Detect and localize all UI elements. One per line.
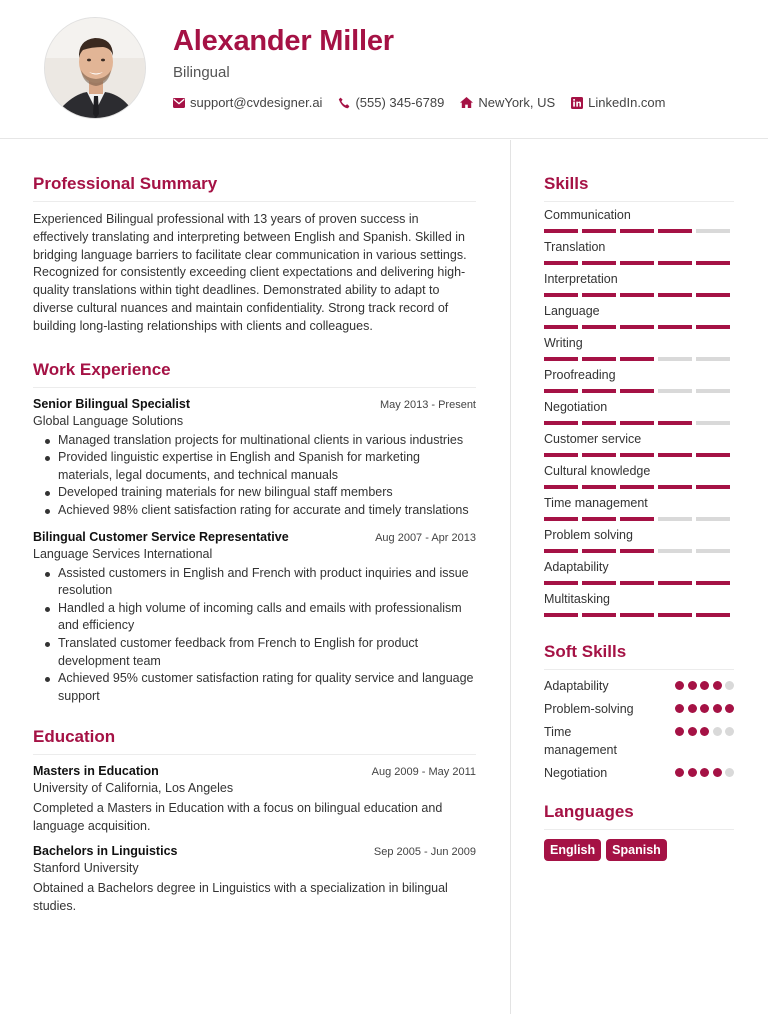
education-degree: Masters in Education: [33, 764, 159, 779]
skill-level-segment: [544, 549, 578, 553]
soft-skill-item: [544, 700, 734, 718]
rating-dot: [675, 768, 684, 777]
education-list: [33, 764, 476, 915]
skill-level-segment: [696, 549, 730, 553]
skill-item: [544, 464, 734, 496]
contact-linkedin-text: LinkedIn.com: [588, 95, 666, 110]
skill-level-segment: [696, 229, 730, 233]
job-date: May 2013 - Present: [380, 398, 476, 411]
rating-dot: [713, 727, 722, 736]
rating-dot: [700, 681, 709, 690]
skill-level-segment: [544, 357, 578, 361]
skill-level-segment: [658, 421, 692, 425]
skill-name: Interpretation: [544, 272, 618, 286]
skill-level-segment: [582, 389, 616, 393]
job-title: Senior Bilingual Specialist: [33, 396, 190, 411]
education-header: [33, 844, 476, 858]
contact-email[interactable]: [173, 95, 322, 110]
skill-level-bar: [544, 421, 734, 425]
soft-skill-item: [544, 764, 734, 782]
envelope-icon: [173, 98, 185, 108]
rating-dot: [675, 704, 684, 713]
skill-item: [544, 560, 734, 592]
soft-skills-list: [544, 677, 734, 782]
profile-photo: [44, 17, 146, 119]
skill-name: Customer service: [544, 432, 642, 446]
experience-section: [33, 360, 476, 706]
skill-item: [544, 336, 734, 368]
rating-dot: [725, 704, 734, 713]
skill-level-segment: [582, 485, 616, 489]
skill-level-segment: [582, 261, 616, 265]
job-bullet: Achieved 98% client satisfaction rating for accurate and timely translations: [33, 502, 476, 520]
rating-dot: [688, 727, 697, 736]
rating-dot: [688, 768, 697, 777]
soft-skill-item: [544, 677, 734, 695]
job-company: Language Services International: [33, 546, 213, 561]
skill-level-segment: [582, 357, 616, 361]
skill-level-segment: [620, 581, 654, 585]
skill-level-segment: [544, 421, 578, 425]
skill-item: [544, 272, 734, 304]
education-school: University of California, Los Angeles: [33, 781, 234, 796]
skill-level-segment: [620, 357, 654, 361]
skill-name: Problem solving: [544, 528, 633, 542]
rating-dot: [700, 727, 709, 736]
home-icon: [460, 97, 473, 108]
skill-level-bar: [544, 229, 734, 233]
skill-level-segment: [544, 581, 578, 585]
skill-level-segment: [582, 453, 616, 457]
skill-level-segment: [658, 613, 692, 617]
soft-skill-rating: [672, 700, 735, 713]
skill-level-segment: [582, 613, 616, 617]
skill-level-segment: [620, 293, 654, 297]
skill-level-bar: [544, 325, 734, 329]
contact-phone-text: (555) 345-6789: [355, 95, 445, 110]
job-bullets: [33, 565, 476, 706]
skill-name: Cultural knowledge: [544, 464, 651, 478]
language-tags: [544, 839, 734, 861]
skill-level-segment: [620, 453, 654, 457]
education-entry: [33, 764, 476, 835]
job-title: Bilingual Customer Service Representative: [33, 529, 289, 544]
skill-name: Writing: [544, 336, 583, 350]
skill-level-segment: [620, 517, 654, 521]
column-divider: [510, 140, 511, 1014]
skills-section: [544, 174, 734, 624]
contact-linkedin[interactable]: [571, 95, 665, 110]
summary-text: Experienced Bilingual professional with 13 years of proven success in effectively translating and interpreting between English and Spanish. Skilled in bridging language barriers to facilitate clear communication in various settings. Recognized for consistently exceeding client expectations and delivering high-quality translations within tight deadlines. Demonstrated ability to adapt to diverse cultural nuances and maintain confidentiality. Strong track record of building long-lasting relationships with clients and colleagues.: [33, 212, 467, 333]
soft-skill-rating: [672, 723, 735, 736]
soft-skill-item: [544, 723, 734, 759]
soft-skills-section: [544, 642, 734, 782]
skill-level-segment: [658, 517, 692, 521]
education-section: [33, 727, 476, 915]
skill-level-segment: [658, 453, 692, 457]
skill-level-segment: [620, 325, 654, 329]
skill-level-bar: [544, 613, 734, 617]
experience-heading: Work Experience: [33, 360, 476, 388]
skill-level-segment: [544, 517, 578, 521]
skill-name: Communication: [544, 208, 631, 222]
job-company: Global Language Solutions: [33, 413, 184, 428]
skill-level-segment: [544, 613, 578, 617]
job-header: [33, 530, 476, 544]
skill-level-segment: [696, 261, 730, 265]
main-column: [33, 174, 476, 916]
job-bullet: Managed translation projects for multinational clients in various industries: [33, 432, 476, 450]
skill-item: [544, 208, 734, 240]
skill-level-segment: [544, 261, 578, 265]
skill-level-bar: [544, 261, 734, 265]
summary-section: [33, 174, 476, 336]
skill-name: Time management: [544, 496, 648, 510]
skill-level-segment: [582, 229, 616, 233]
rating-dot: [725, 727, 734, 736]
skill-level-bar: [544, 357, 734, 361]
skills-heading: Skills: [544, 174, 734, 202]
skill-level-segment: [696, 453, 730, 457]
skill-level-segment: [696, 517, 730, 521]
education-entry: [33, 844, 476, 915]
skill-name: Negotiation: [544, 400, 608, 414]
education-header: [33, 764, 476, 778]
skill-level-bar: [544, 293, 734, 297]
skill-level-segment: [696, 325, 730, 329]
skill-item: [544, 304, 734, 336]
summary-heading: Professional Summary: [33, 174, 476, 202]
skill-name: Language: [544, 304, 600, 318]
skill-level-segment: [658, 549, 692, 553]
skill-level-segment: [696, 485, 730, 489]
education-description: Obtained a Bachelors degree in Linguistics with a specialization in bilingual studies.: [33, 881, 448, 914]
skill-level-segment: [620, 549, 654, 553]
rating-dot: [713, 681, 722, 690]
skill-level-segment: [582, 581, 616, 585]
soft-skill-name: Adaptability: [544, 679, 609, 693]
job-header: [33, 397, 476, 411]
skill-level-segment: [582, 293, 616, 297]
linkedin-icon: [571, 97, 583, 109]
skill-level-segment: [696, 613, 730, 617]
education-degree: Bachelors in Linguistics: [33, 844, 178, 859]
skill-level-segment: [544, 485, 578, 489]
skill-level-bar: [544, 581, 734, 585]
soft-skills-heading: Soft Skills: [544, 642, 734, 670]
skill-name: Translation: [544, 240, 606, 254]
skill-level-segment: [620, 389, 654, 393]
contact-location: [460, 95, 555, 110]
rating-dot: [675, 681, 684, 690]
rating-dot: [675, 727, 684, 736]
language-tag: Spanish: [606, 839, 667, 861]
skill-level-segment: [620, 613, 654, 617]
rating-dot: [688, 681, 697, 690]
resume-header: [0, 0, 768, 139]
skill-level-segment: [658, 357, 692, 361]
language-tag: English: [544, 839, 601, 861]
skill-level-segment: [544, 453, 578, 457]
job-entry: [33, 530, 476, 706]
job-bullet: Provided linguistic expertise in English and Spanish for marketing materials, legal documents, and technical manuals: [33, 449, 476, 484]
skill-level-segment: [658, 229, 692, 233]
skill-level-segment: [658, 581, 692, 585]
soft-skill-name: Negotiation: [544, 766, 608, 780]
phone-icon: [338, 97, 350, 109]
job-bullet: Developed training materials for new bilingual staff members: [33, 484, 476, 502]
skill-level-segment: [696, 389, 730, 393]
skill-level-segment: [658, 261, 692, 265]
rating-dot: [725, 768, 734, 777]
skill-level-bar: [544, 485, 734, 489]
skill-item: [544, 432, 734, 464]
rating-dot: [688, 704, 697, 713]
job-bullets: [33, 432, 476, 520]
education-description: Completed a Masters in Education with a focus on bilingual education and language acquisition.: [33, 801, 443, 833]
job-bullet: Assisted customers in English and French with product inquiries and issue resolution: [33, 565, 476, 600]
candidate-title: Bilingual: [173, 64, 230, 81]
skill-item: [544, 400, 734, 432]
skill-level-segment: [620, 261, 654, 265]
education-date: Aug 2009 - May 2011: [371, 766, 476, 779]
rating-dot: [713, 704, 722, 713]
contact-email-text: support@cvdesigner.ai: [190, 95, 323, 110]
skill-item: [544, 368, 734, 400]
skill-name: Proofreading: [544, 368, 616, 382]
skill-item: [544, 240, 734, 272]
skill-level-segment: [696, 293, 730, 297]
skill-level-segment: [620, 485, 654, 489]
skill-level-segment: [582, 517, 616, 521]
education-heading: Education: [33, 727, 476, 755]
languages-section: [544, 802, 734, 861]
sidebar-column: [544, 174, 734, 861]
skill-level-segment: [582, 549, 616, 553]
rating-dot: [700, 768, 709, 777]
skill-level-bar: [544, 517, 734, 521]
soft-skill-rating: [672, 677, 735, 690]
skill-level-bar: [544, 549, 734, 553]
skill-level-segment: [620, 421, 654, 425]
rating-dot: [713, 768, 722, 777]
skill-item: [544, 592, 734, 624]
skill-level-segment: [696, 581, 730, 585]
skill-level-segment: [582, 421, 616, 425]
skill-name: Multitasking: [544, 592, 610, 606]
skill-level-segment: [658, 485, 692, 489]
job-bullet: Translated customer feedback from French to English for product development team: [33, 635, 476, 670]
soft-skill-rating: [672, 764, 735, 777]
soft-skill-name: Time management: [544, 725, 617, 757]
skill-level-segment: [696, 421, 730, 425]
skill-level-segment: [620, 229, 654, 233]
skill-level-segment: [658, 293, 692, 297]
rating-dot: [700, 704, 709, 713]
soft-skill-name: Problem-solving: [544, 702, 634, 716]
contact-phone[interactable]: [338, 95, 444, 110]
job-bullet: Handled a high volume of incoming calls and emails with professionalism and efficiency: [33, 600, 476, 635]
rating-dot: [725, 681, 734, 690]
skill-level-segment: [544, 229, 578, 233]
skill-level-segment: [582, 325, 616, 329]
skill-level-segment: [696, 357, 730, 361]
skill-level-segment: [544, 389, 578, 393]
skill-level-segment: [658, 325, 692, 329]
education-date: Sep 2005 - Jun 2009: [373, 846, 476, 859]
job-bullet: Achieved 95% customer satisfaction rating for quality service and language support: [33, 670, 476, 705]
job-entry: [33, 397, 476, 520]
skill-level-bar: [544, 453, 734, 457]
candidate-name: Alexander Miller: [173, 25, 394, 57]
job-date: Aug 2007 - Apr 2013: [375, 531, 476, 544]
skill-name: Adaptability: [544, 560, 609, 574]
skill-item: [544, 496, 734, 528]
contact-location-text: NewYork, US: [478, 95, 556, 110]
skills-list: [544, 208, 734, 624]
job-list: [33, 397, 476, 706]
languages-heading: Languages: [544, 802, 734, 830]
education-school: Stanford University: [33, 861, 139, 876]
skill-level-segment: [544, 293, 578, 297]
skill-level-segment: [658, 389, 692, 393]
skill-item: [544, 528, 734, 560]
skill-level-segment: [544, 325, 578, 329]
skill-level-bar: [544, 389, 734, 393]
contact-list: [173, 95, 682, 110]
